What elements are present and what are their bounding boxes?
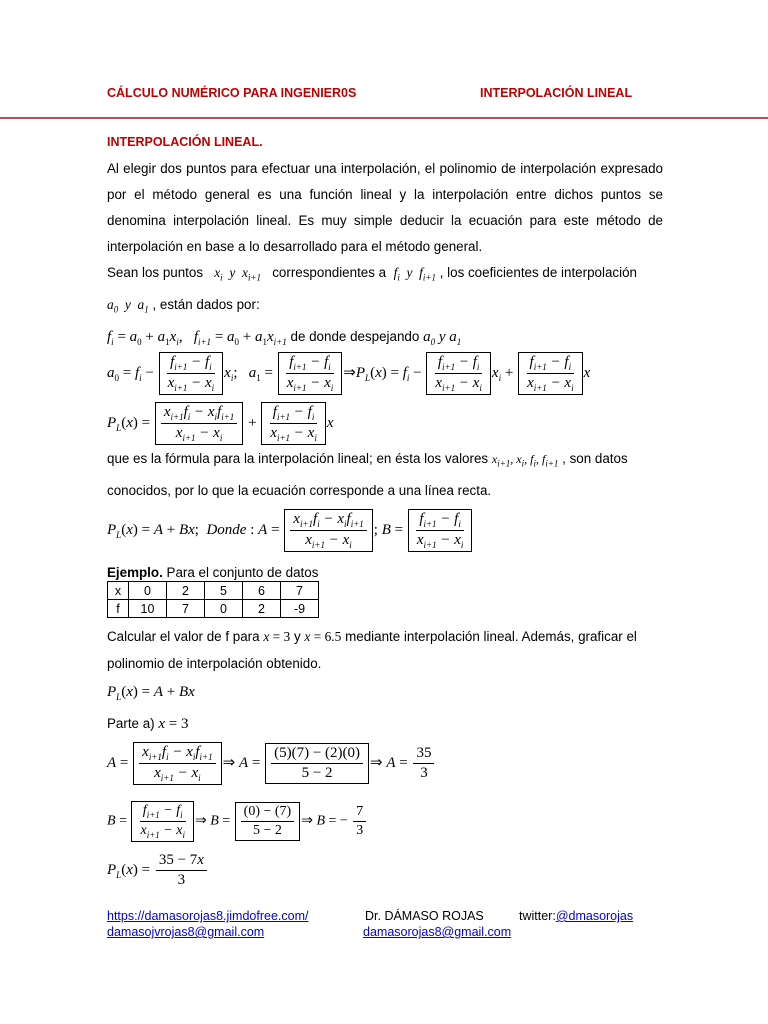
table-cell: 7 <box>281 582 319 600</box>
points-line <box>107 265 663 283</box>
math-xi: $x_i$ y $x_{i+1}$ <box>214 265 262 283</box>
equation-pl-general: $P_L(x) = A + Bx$; Donde : A = $\frac{x_{i+1}f_i - x_if_{i+1}}{x_{i+1} - x_i}$ ; B = $\frac{f_{i+1} - f_i}{x_{i+1} - x_i}$ <box>107 509 473 552</box>
table-cell: 0 <box>129 582 167 600</box>
footer-email-link-2[interactable]: damasorojas8@gmail.com <box>363 925 512 939</box>
formula-line <box>107 451 663 468</box>
equation-pl-result: $P_L(x)$ = $\frac{35 - 7x}{3}$ <box>107 852 209 889</box>
footer-twitter <box>519 909 633 923</box>
formula-text-c: conocidos, por lo que la ecuación corresponde a una línea recta. <box>107 483 492 498</box>
header-topic-title: INTERPOLACIÓN LINEAL <box>480 86 633 100</box>
math-values: $x_{i+1}$, $x_i$, $f_i$, $f_{i+1}$ <box>491 452 559 469</box>
footer-website-link[interactable]: https://damasorojas8.jimdofree.com/ <box>107 909 309 923</box>
table-cell: 10 <box>129 600 167 618</box>
table-row <box>108 600 319 618</box>
equation-a-value: A = $\frac{x_{i+1}f_i - x_if_{i+1}}{x_{i+1} - x_i}$ ⇒ A = $\frac{(5)(7) - (2)(0)}{5 - 2}$ ⇒ A = $\frac{35}{3}$ <box>107 742 436 785</box>
table-cell: 0 <box>205 600 243 618</box>
table-cell: 5 <box>205 582 243 600</box>
example-label: Ejemplo. <box>107 565 163 580</box>
table-cell: -9 <box>281 600 319 618</box>
eq1-text: de donde despejando <box>290 329 420 344</box>
coef-text: , están dados por: <box>152 297 260 312</box>
part-a-line: Parte a) x = 3 <box>107 716 189 732</box>
equation-pl-expanded: $P_L(x)$ = $\frac{x_{i+1}f_i - x_if_{i+1}}{x_{i+1} - x_i}$ + $\frac{f_{i+1} - f_i}{x_{i+1} - x_i}$ x <box>107 404 334 443</box>
footer-twitter-label: twitter: <box>519 909 556 923</box>
footer-twitter-link[interactable]: @dmasorojas <box>555 909 634 923</box>
table-cell: 7 <box>167 600 205 618</box>
coef-line <box>107 297 663 315</box>
example-text: Para el conjunto de datos <box>162 565 319 580</box>
table-cell: 6 <box>243 582 281 600</box>
equation-coefficients: $a_0 = f_i$ − $\frac{f_{i+1} - f_i}{x_{i+1} - x_i}$ $x_i$; $a_1$ = $\frac{f_{i+1} - f_i}{x_{i+1} - x_i}$ $\Rightarrow P_L(x) = f_i$ − $\frac{f_{i+1} - f_i}{x_{i+1} - x_i}$ $x_i$ + $\frac{f_{i+1} - f_i}{x_{i+1} - x_i}$ x <box>107 354 591 393</box>
table-row <box>108 582 319 600</box>
intro-paragraph: Al elegir dos puntos para efectuar una interpolación, el polinomio de interpolación expresado por el método general es una función lineal y la interpolación entre dichos puntos se denomina interpolación lineal. Es muy simple deducir la ecuación para este método de interpolación en base a lo desarrollado para el método general. <box>107 161 663 254</box>
formula-text-b: , son datos <box>562 451 628 466</box>
question-text-c: mediante interpolación lineal. Además, graficar el <box>345 629 637 644</box>
formula-text-a: que es la fórmula para la interpolación lineal; en ésta los valores <box>107 451 489 466</box>
table-cell: x <box>108 582 129 600</box>
math-fi: $f_i$ y $f_{i+1}$ <box>393 265 436 283</box>
table-cell: 2 <box>243 600 281 618</box>
question-text-b: y <box>293 629 301 644</box>
part-a-label: Parte a) <box>107 716 155 731</box>
question-text-a: Calcular el valor de f para <box>107 629 260 644</box>
points-text-b: correspondientes a <box>272 265 387 280</box>
footer-email-link-1[interactable]: damasojvrojas8@gmail.com <box>107 925 265 939</box>
section-title: INTERPOLACIÓN LINEAL. <box>107 135 263 149</box>
data-table <box>107 581 319 618</box>
footer-author: Dr. DÁMASO ROJAS <box>365 909 484 923</box>
equation-system: $f_i = a_0 + a_1x_i$, $f_{i+1} = a_0 + a_1x_{i+1}$ de donde despejando $a_0$ y $a_1$ <box>107 329 462 347</box>
question-text-d: polinomio de interpolación obtenido. <box>107 656 322 671</box>
header-divider <box>0 117 768 119</box>
example-line <box>107 565 663 580</box>
table-cell: f <box>108 600 129 618</box>
equation-pl-simple: $P_L(x) = A + Bx$ <box>107 684 195 702</box>
equation-b-value: B = $\frac{f_{i+1} - f_i}{x_{i+1} - x_i}$ ⇒ B = $\frac{(0) - (7)}{5 - 2}$ ⇒ B = − $\frac{7}{3}$ <box>107 801 368 842</box>
question-line: Calcular el valor de f para x = 3 y x = 6.5 mediante interpolación lineal. Además, graficar el <box>107 629 637 644</box>
points-text-a: Sean los puntos <box>107 265 204 280</box>
table-cell: 2 <box>167 582 205 600</box>
math-a0-a1: $a_0$ y $a_1$ <box>107 297 149 315</box>
points-text-c: , los coeficientes de interpolación <box>439 265 637 280</box>
header-course-title: CÁLCULO NUMÉRICO PARA INGENIER0S <box>107 86 357 100</box>
